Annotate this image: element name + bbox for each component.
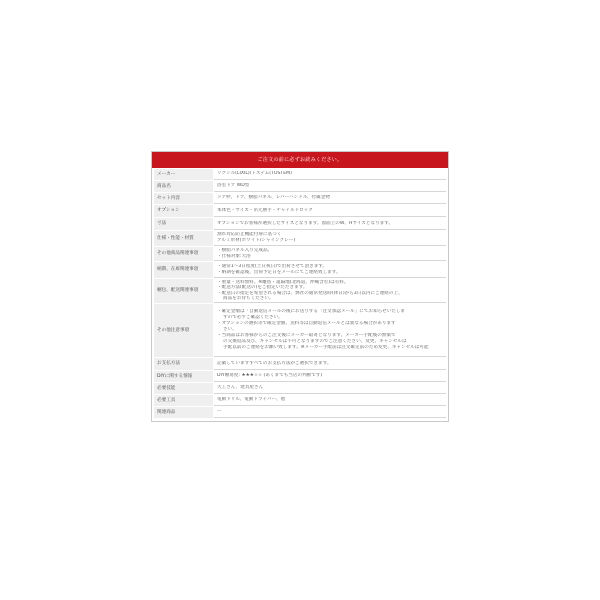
spec-row-value [214, 181, 446, 192]
spec-value-line: さい。 [217, 327, 237, 332]
spec-value-line: ・重量・送料無料。※離島・遠隔地(北海道、沖縄含む)は有料。 [217, 280, 349, 285]
spec-value-line: ・確定金額は「自動返信メールの後にお送りする「注文承認メール」にてお知らせいたしま [217, 309, 406, 314]
spec-value-line: ー [217, 409, 222, 414]
spec-value-line: 商品をお待ちください。 [217, 295, 274, 301]
spec-row [154, 169, 446, 180]
spec-row-label: 仕様・性能・材質 [154, 231, 214, 246]
spec-row [154, 407, 446, 418]
spec-value-line: ・配送方法(配送の)をご指定いただきます。 [217, 285, 308, 291]
spec-row [154, 395, 446, 406]
product-spec-table [151, 151, 449, 422]
spec-row-value [214, 231, 446, 246]
spec-value-line: 本体色・サイズ・吊元勝手・チャイルドロック [217, 207, 313, 213]
spec-value-line: ・当商品はお客様からのご注文後にメーカー取寄となります。メーカー手配後の無償で [217, 333, 396, 338]
spec-row-value [214, 218, 446, 230]
spec-row-value [214, 383, 446, 394]
spec-value-line: の交換返品及び、キャンセルは不可となりますのでご注意ください。変更、キャンセルは [217, 339, 407, 344]
spec-row [154, 358, 446, 370]
spec-row [154, 181, 446, 192]
spec-row-value [214, 407, 446, 418]
spec-value-line: 手配以前のご連絡をお願い致します。※メーカー手配前は注文確定前のため変更、キャンセルは可能 [217, 345, 429, 350]
spec-value-line: 浴室ドア WD型 [217, 183, 250, 188]
spec-value-line: ・樹脂パネル入り完成品。 [217, 248, 273, 253]
spec-row [154, 247, 446, 261]
spec-value-line: リクシル(LIXIL)/トステム(TOSTEM) [217, 171, 292, 176]
spec-row-label: 梱包、配送関連事項 [154, 279, 214, 303]
spec-row [154, 262, 446, 278]
spec-row-label: お支払方法 [154, 358, 214, 370]
spec-value-line: アルミ形材(ホワイト/シャイングレー) [217, 238, 296, 243]
spec-value-line: 電動ドリル、電動ドライバー、他 [217, 397, 286, 402]
spec-row-label: 寸法 [154, 218, 214, 230]
spec-rows [152, 168, 448, 421]
spec-row-label: その他注意事項 [154, 304, 214, 357]
spec-value-line: ・オプションの選択等で確定金額、送料等は自動返信メールとは異なる場合があります [217, 321, 396, 326]
spec-row-value [214, 193, 446, 204]
notice-header: ご注文の前に必ずお読みください。 [152, 152, 448, 168]
spec-row-value [214, 358, 446, 370]
spec-value-line: ・納期を確認後、出荷予定日をメールにてご連絡致します。 [217, 269, 341, 275]
spec-value-line: 大工さん、建具屋さん [217, 385, 264, 390]
spec-row [154, 279, 446, 303]
spec-value-line: オプションでお客様が選択したサイズとなります。図面上のW、Hサイズとなります。 [217, 220, 394, 226]
spec-value-line: ドア枠、ドア、樹脂パネル、レバーハンドル、付属金物 [217, 195, 330, 200]
spec-value-line: 記載していますすべてのお支払方法がご選択できます。 [217, 360, 332, 366]
spec-row-value [214, 169, 446, 180]
spec-row-label: メーカー [154, 169, 214, 180]
spec-value-line: すので必ずご確認ください。 [217, 315, 283, 320]
spec-value-line: ・仕様対象:大浴 [217, 253, 251, 259]
spec-row-value [214, 395, 446, 406]
spec-row [154, 218, 446, 230]
spec-row-label: オプション [154, 205, 214, 217]
spec-row-label: その他商品関連事項 [154, 247, 214, 261]
spec-row-value [214, 279, 446, 303]
spec-row [154, 231, 446, 246]
spec-row [154, 383, 446, 394]
spec-row-value [214, 205, 446, 217]
spec-row [154, 193, 446, 204]
spec-row-value [214, 371, 446, 382]
spec-row-label: 必要工具 [154, 395, 214, 406]
spec-row-label: 納期、在庫関連事項 [154, 262, 214, 278]
spec-row-label: DIYに関する情報 [154, 371, 214, 382]
spec-row-label: セット内容 [154, 193, 214, 204]
spec-value-line: 割れ対応防止機能付扉に基づく [217, 232, 282, 237]
spec-row-value [214, 304, 446, 357]
spec-value-line: ・通常1～3日程度(土日祝日)で出荷させて頂きます。 [217, 263, 328, 269]
spec-row [154, 371, 446, 382]
spec-row-label: 必要技能 [154, 383, 214, 394]
spec-value-line: DIY難易度: ★★★☆☆ (あくまでも当店の判断です) [217, 373, 323, 378]
spec-row [154, 304, 446, 357]
spec-row-label: 関連商品 [154, 407, 214, 418]
spec-row-label: 商品名 [154, 181, 214, 192]
spec-row [154, 205, 446, 217]
spec-value-line: ・配送日の指定を希望される場合は、弊社の通常発送時(休日)から3日以内にご連絡の上、 [217, 290, 403, 296]
spec-row-value [214, 262, 446, 278]
spec-row-value [214, 247, 446, 261]
